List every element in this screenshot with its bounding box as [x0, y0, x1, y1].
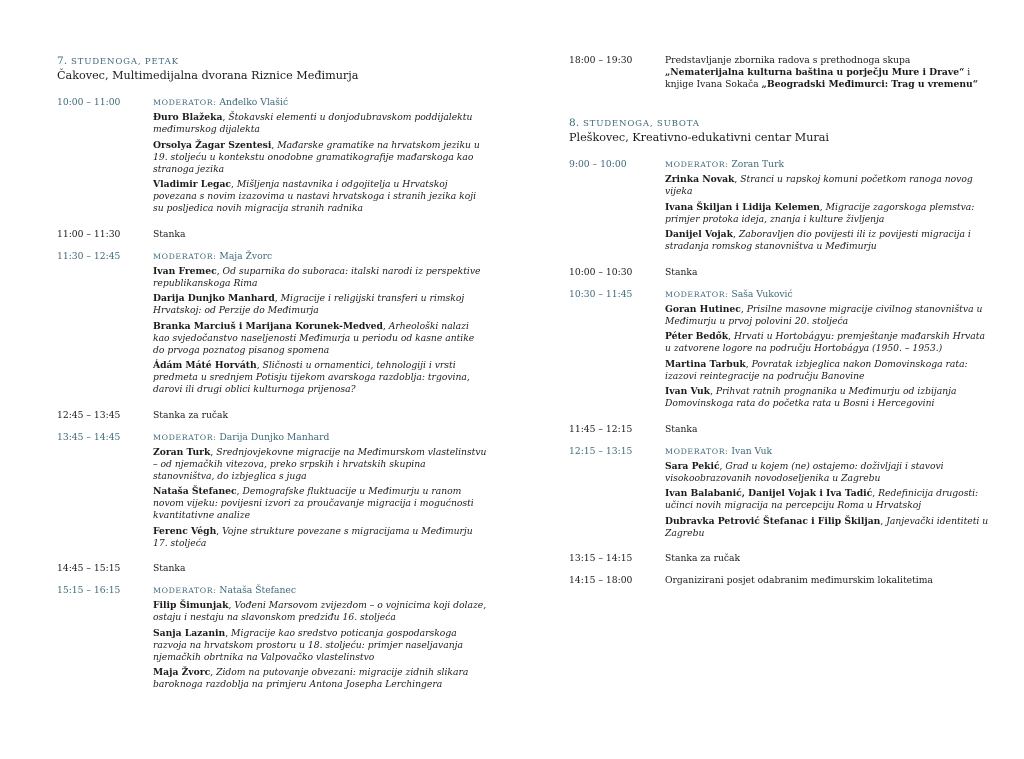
talk-title: Migracije kao sredstvo poticanja gospodarskoga razvoja na hrvatskom prostoru u 18. stoljeću: primjer naseljavanja njemačkih obrtnika na Valpovačko vlastelinstvo	[153, 627, 463, 663]
evening-line-1: Predstavljanje zbornika radova s prethodnoga skupa	[665, 55, 911, 66]
day2-venue: Pleškovec, Kreativno-edukativni centar Murai	[569, 131, 830, 144]
talk-author: Filip Šimunjak	[153, 600, 229, 611]
moderator	[153, 432, 487, 444]
session-content	[153, 563, 487, 575]
talk-author: Sara Pekić	[665, 460, 720, 472]
session-time: 13:45 – 14:45	[57, 431, 121, 443]
talk-author: Orsolya Žagar Szentesi	[153, 139, 272, 151]
day1-date	[57, 55, 487, 69]
session-content	[153, 585, 487, 695]
day2-schedule	[569, 159, 989, 587]
talk-title: Prihvat ratnih prognanika u Međimurju od izbijanja Domovinskoga rata do početka rata u Bosni i Hercegovini	[665, 386, 957, 409]
evening-line-2	[665, 67, 989, 79]
day1-schedule	[57, 97, 487, 695]
talk-item: Filip Šimunjak, Vođeni Marsovom zvijezdom – o vojnicima koji dolaze, ostaju i nestaju na slavonskom predziđu 16. stoljeća	[153, 600, 487, 623]
session-time: 14:15 – 18:00	[569, 575, 633, 586]
session-time: 12:45 – 13:45	[57, 409, 121, 421]
talk-title: Sličnosti u ornamentici, tehnologiji i vrsti predmeta u srednjem Potisju tijekom avarskoga razdoblja: trgovina, darovi ili drugi oblici kulturnoga prijenosa?	[153, 360, 470, 395]
session-row	[57, 251, 487, 400]
moderator-label: MODERATOR:	[153, 586, 217, 595]
break-row	[569, 267, 989, 279]
talk-title: Demografske fluktuacije u Međimurju u ranom novom vijeku: povijesni izvori za proučavanje migracija i mogućnosti kvantitativne analize	[153, 486, 474, 521]
conjunction: i	[964, 67, 971, 78]
session-content	[153, 251, 487, 400]
moderator	[665, 159, 989, 171]
talk-author: Ferenc Végh	[153, 525, 217, 537]
moderator-label: MODERATOR:	[153, 432, 217, 442]
session-content	[153, 410, 487, 422]
talk-author: Darija Dunjko Manhard	[153, 293, 275, 304]
talk-author: Ivan Vuk	[665, 386, 711, 397]
moderator-label: MODERATOR:	[665, 160, 729, 169]
talk-item: Péter Bedők, Hrvati u Hortobágyu: premještanje mađarskih Hrvata u zatvorene logore na području Hortobágya (1950. – 1953.)	[665, 331, 985, 354]
talk-title: Redefinicija drugosti: učinci novih migracija na percepciju Roma u Hrvatskoj	[665, 488, 979, 511]
break-row	[569, 575, 989, 587]
talk-item: Zrinka Novak, Stranci u rapskoj komuni početkom ranoga novog vijeka	[665, 174, 973, 197]
break-label: Stanka	[665, 266, 698, 278]
talk-author: Vladimir Legac	[153, 179, 232, 190]
session-row	[569, 159, 989, 257]
talk-author: Branka Marciuš i Marijana Korunek-Medved	[153, 320, 383, 332]
evening-line-3	[665, 79, 989, 91]
talk-item: Darija Dunjko Manhard, Migracije i religijski transferi u rimskoj Hrvatskoj: od Perzije do Međimurja	[153, 293, 465, 316]
moderator	[665, 446, 989, 458]
moderator	[153, 251, 487, 263]
talk-title: Zidom na putovanje obvezani: migracije zidnih slikara baroknoga razdoblja na primjeru Antona Josepha Lerchingera	[153, 667, 469, 690]
day2-date-text: STUDENOGA, SUBOTA	[582, 119, 700, 129]
day2-date	[569, 117, 989, 131]
session-content	[665, 289, 989, 414]
book-title-2: „Beogradski Međimurci: Trag u vremenu“	[761, 79, 978, 90]
break-label: Organizirani posjet odabranim međimurskim lokalitetima	[665, 575, 933, 586]
moderator-name: Darija Dunjko Manhard	[219, 431, 330, 443]
moderator	[153, 585, 487, 597]
session-content	[153, 432, 487, 554]
talk-author: Ivan Fremec	[153, 265, 217, 277]
moderator-name: Saša Vuković	[731, 288, 793, 300]
talk-title: Srednjovjekovne migracije na Međimurskom vlastelinstvu – od njemačkih vitezova, preko srpskih i hrvatskih skupina stanovništva, do izbjeglica s juga	[153, 446, 487, 482]
talk-author: Goran Hutinec	[665, 303, 741, 315]
talk-title: Migracije zagorskoga plemstva: primjer protoka ideja, znanja i kulture življenja	[665, 201, 975, 225]
session-time: 12:15 – 13:15	[569, 445, 633, 457]
session-row	[569, 446, 989, 544]
talk-author: Ivan Balabanić, Danijel Vojak i Iva Tadić	[665, 488, 873, 499]
session-time: 9:00 – 10:00	[569, 159, 627, 170]
session-content	[665, 159, 989, 257]
session-time: 18:00 – 19:30	[569, 55, 633, 66]
talk-item: Sanja Lazanin, Migracije kao sredstvo poticanja gospodarskoga razvoja na hrvatskom prostoru u 18. stoljeću: primjer naseljavanja njemačkih obrtnika na Valpovačko vlastelinstvo	[153, 627, 463, 663]
session-time: 10:30 – 11:45	[569, 288, 633, 300]
talk-item: Danijel Vojak, Zaboravljen dio povijesti ili iz povijesti migracija i stradanja romskog stanovništva u Međimurju	[665, 229, 971, 252]
moderator-name: Maja Žvorc	[219, 250, 273, 262]
talk-item: Nataša Štefanec, Demografske fluktuacije u Međimurju u ranom novom vijeku: povijesni izvori za proučavanje migracija i mogućnosti kvantitativne analize	[153, 486, 474, 521]
talk-item: Ivan Balabanić, Danijel Vojak i Iva Tadić, Redefinicija drugosti: učinci novih migracija na percepciju Roma u Hrvatskoj	[665, 488, 979, 511]
break-row	[57, 410, 487, 422]
talk-title: Hrvati u Hortobágyu: premještanje mađarskih Hrvata u zatvorene logore na području Hortobágya (1950. – 1953.)	[665, 331, 985, 354]
session-time: 11:45 – 12:15	[569, 423, 633, 435]
session-time: 10:00 – 11:00	[57, 97, 121, 108]
talk-author: Dubravka Petrović Štefanac i Filip Škiljan	[665, 515, 881, 527]
talk-author: Danijel Vojak	[665, 229, 734, 240]
session-time: 10:00 – 10:30	[569, 266, 633, 278]
session-content	[665, 553, 989, 565]
talk-author: Đuro Blažeka	[153, 112, 223, 123]
day1-column	[57, 55, 487, 699]
moderator-name: Nataša Štefanec	[219, 585, 297, 596]
session-content	[153, 229, 487, 241]
talk-item: Ivan Fremec, Od suparnika do suboraca: italski narodi iz perspektive republikanskoga Rima	[153, 265, 481, 289]
talk-author: Sanja Lazanin	[153, 627, 226, 639]
talk-title: Prisilne masovne migracije civilnog stanovništva u Međimurju u prvoj polovini 20. stoljeća	[665, 303, 983, 327]
break-row	[57, 229, 487, 241]
talk-item: Vladimir Legac, Mišljenja nastavnika i odgojitelja u Hrvatskoj povezana s novim izazovima u nastavi hrvatskoga i stranih jezika koji su posljedica novih migracija stranih radnika	[153, 179, 477, 214]
moderator-label: MODERATOR:	[665, 289, 729, 299]
talk-author: Ivana Škiljan i Lidija Kelemen	[665, 201, 820, 213]
moderator	[665, 289, 989, 301]
session-time: 15:15 – 16:15	[57, 585, 121, 596]
talk-title: Od suparnika do suboraca: italski narodi iz perspektive republikanskoga Rima	[153, 265, 481, 289]
book-title-1: „Nematerijalna kulturna baština u porječju Mure i Drave“	[665, 67, 965, 78]
talk-item: Đuro Blažeka, Štokavski elementi u donjodubravskom poddijalektu međimurskog dijalekta	[153, 112, 473, 135]
moderator-label: MODERATOR:	[153, 98, 217, 107]
break-label: Stanka	[665, 423, 698, 435]
day2-date-num: 8.	[569, 117, 580, 129]
talk-item: Orsolya Žagar Szentesi, Mađarske gramatike na hrvatskom jeziku u 19. stoljeću u kontekstu onodobne gramatikografije mađarskoga kao stranoga jezika	[153, 139, 480, 175]
break-row	[569, 553, 989, 565]
day2-header	[569, 117, 989, 145]
session-time: 13:15 – 14:15	[569, 553, 633, 564]
talk-author: Péter Bedők	[665, 331, 729, 342]
session-row	[57, 585, 487, 695]
talk-item: Ferenc Végh, Vojne strukture povezane s migracijama u Međimurju 17. stoljeća	[153, 525, 473, 549]
talk-title: Migracije i religijski transferi u rimskoj Hrvatskoj: od Perzije do Međimurja	[153, 293, 465, 316]
talk-title: Vojne strukture povezane s migracijama u Međimurju 17. stoljeća	[153, 525, 473, 549]
session-time: 11:00 – 11:30	[57, 228, 121, 240]
talk-item: Martina Tarbuk, Povratak izbjeglica nakon Domovinskoga rata: izazovi reintegracije na području Banovine	[665, 358, 968, 382]
break-label: Stanka	[153, 563, 186, 574]
talk-item: Branka Marciuš i Marijana Korunek-Medved, Arheološki nalazi kao svjedočanstvo naseljenosti Međimurja u periodu od kasne antike do prvoga poznatog pisanog spomena	[153, 320, 475, 356]
moderator-name: Anđelko Vlašić	[219, 97, 289, 108]
break-row	[569, 424, 989, 436]
session-content	[153, 97, 487, 219]
talk-author: Zrinka Novak	[665, 174, 735, 185]
talk-title: Vođeni Marsovom zvijezdom – o vojnicima koji dolaze, ostaju i nestaju na slavonskom predziđu 16. stoljeća	[153, 600, 487, 623]
break-label: Stanka	[153, 228, 186, 240]
talk-title: Arheološki nalazi kao svjedočanstvo naseljenosti Međimurja u periodu od kasne antike do prvoga poznatog pisanog spomena	[153, 320, 475, 356]
talk-item: Ádám Máté Horváth, Sličnosti u ornamentici, tehnologiji i vrsti predmeta u srednjem Potisju tijekom avarskoga razdoblja: trgovina, darovi ili drugi oblici kulturnoga prijenosa?	[153, 360, 470, 395]
talk-author: Ádám Máté Horváth	[153, 360, 257, 371]
talk-title: Mišljenja nastavnika i odgojitelja u Hrvatskoj povezana s novim izazovima u nastavi hrvatskoga i stranih jezika koji su posljedica novih migracija stranih radnika	[153, 179, 477, 214]
talk-item: Zoran Turk, Srednjovjekovne migracije na Međimurskom vlastelinstvu – od njemačkih vitezova, preko srpskih i hrvatskih skupina stanovništva, do izbjeglica s juga	[153, 446, 487, 482]
break-row	[57, 563, 487, 575]
talk-item: Sara Pekić, Grad u kojem (ne) ostajemo: doživljaji i stavovi visokoobrazovanih novodoseljenika u Zagrebu	[665, 460, 944, 484]
session-time: 11:30 – 12:45	[57, 250, 121, 262]
moderator-label: MODERATOR:	[153, 251, 217, 261]
day1-header	[57, 55, 487, 83]
session-time: 14:45 – 15:15	[57, 563, 121, 574]
talk-title: Povratak izbjeglica nakon Domovinskoga rata: izazovi reintegracije na području Banovine	[665, 358, 968, 382]
moderator	[153, 97, 487, 109]
talk-title: Janjevački identiteti u Zagrebu	[665, 515, 989, 539]
moderator-name: Ivan Vuk	[731, 445, 773, 457]
day1-date-text: STUDENOGA, PETAK	[70, 57, 179, 67]
talk-title: Stranci u rapskoj komuni početkom ranoga novog vijeka	[665, 174, 973, 197]
moderator-name: Zoran Turk	[731, 159, 785, 170]
talk-title: Grad u kojem (ne) ostajemo: doživljaji i stavovi visokoobrazovanih novodoseljenika u Zagrebu	[665, 460, 944, 484]
talk-title: Mađarske gramatike na hrvatskom jeziku u 19. stoljeću u kontekstu onodobne gramatikografije mađarskoga kao stranoga jezika	[153, 139, 480, 175]
session-content	[665, 424, 989, 436]
day1-date-num: 7.	[57, 55, 68, 67]
session-content	[665, 267, 989, 279]
talk-author: Zoran Turk	[153, 446, 211, 458]
talk-title: Zaboravljen dio povijesti ili iz povijesti migracija i stradanja romskog stanovništva u Međimurju	[665, 229, 971, 252]
break-label: Stanka za ručak	[153, 409, 229, 421]
evening-event-text	[665, 55, 989, 91]
talk-author: Maja Žvorc	[153, 667, 211, 678]
talk-item: Goran Hutinec, Prisilne masovne migracije civilnog stanovništva u Međimurju u prvoj polovini 20. stoljeća	[665, 303, 983, 327]
break-label: Stanka za ručak	[665, 553, 741, 564]
day2-column	[569, 55, 989, 591]
talk-author: Martina Tarbuk	[665, 358, 746, 370]
talk-item: Dubravka Petrović Štefanac i Filip Škiljan, Janjevački identiteti u Zagrebu	[665, 515, 989, 539]
session-row	[57, 97, 487, 219]
evening-event	[569, 55, 989, 91]
day1-venue: Čakovec, Multimedijalna dvorana Riznice Međimurja	[57, 69, 359, 82]
session-content	[665, 446, 989, 544]
talk-item: Ivan Vuk, Prihvat ratnih prognanika u Međimurju od izbijanja Domovinskoga rata do početka rata u Bosni i Hercegovini	[665, 386, 957, 409]
book-intro: knjige Ivana Sokača	[665, 79, 762, 90]
session-row	[57, 432, 487, 554]
session-content	[665, 575, 989, 587]
talk-item: Maja Žvorc, Zidom na putovanje obvezani: migracije zidnih slikara baroknoga razdoblja na primjeru Antona Josepha Lerchingera	[153, 667, 469, 690]
talk-item: Ivana Škiljan i Lidija Kelemen, Migracije zagorskoga plemstva: primjer protoka ideja, znanja i kulture življenja	[665, 201, 975, 225]
session-row	[569, 289, 989, 414]
moderator-label: MODERATOR:	[665, 446, 729, 456]
talk-title: Štokavski elementi u donjodubravskom poddijalektu međimurskog dijalekta	[153, 112, 473, 135]
talk-author: Nataša Štefanec	[153, 486, 237, 497]
